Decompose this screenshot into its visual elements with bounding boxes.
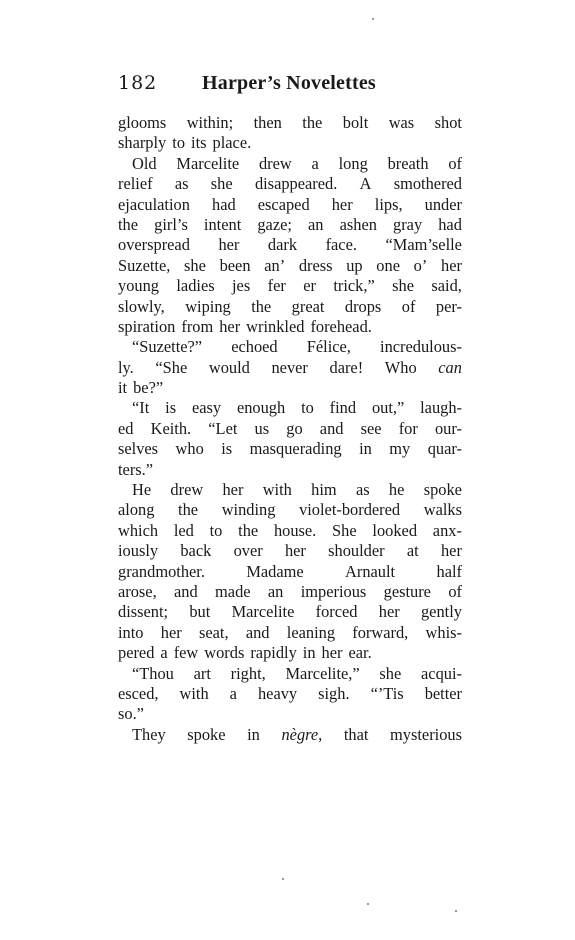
word: words	[204, 643, 245, 663]
word: spoke	[187, 724, 226, 744]
word: ters.”	[118, 459, 154, 479]
word: spoke	[423, 480, 462, 500]
text-line	[118, 215, 462, 235]
word: quar-	[427, 439, 462, 459]
word: “’Tis	[370, 683, 404, 703]
word: and	[245, 622, 270, 642]
word: easy	[191, 398, 222, 418]
text-line	[118, 684, 462, 704]
word: under	[424, 194, 462, 214]
word: great	[291, 296, 325, 316]
word: “Let	[208, 418, 238, 438]
word: echoed	[231, 337, 278, 357]
text-line	[118, 113, 462, 133]
word: her	[331, 194, 353, 214]
text-line	[118, 133, 462, 153]
text-line	[118, 154, 462, 174]
word: ear.	[348, 643, 372, 663]
word: forehead.	[310, 316, 372, 336]
text-line	[118, 602, 462, 622]
word: forced	[315, 602, 358, 622]
word: lips,	[374, 194, 403, 214]
word: heavy	[257, 683, 298, 703]
word: whis-	[425, 622, 462, 642]
word: is	[221, 439, 233, 459]
word: drew	[170, 480, 204, 500]
word: he	[388, 480, 405, 500]
word: nègre,	[281, 724, 323, 744]
word: find	[329, 398, 357, 418]
word: back	[180, 541, 212, 561]
text-line	[118, 317, 462, 337]
word: be?”	[133, 378, 164, 398]
word: would	[208, 357, 250, 377]
word: from	[181, 316, 214, 336]
word: to	[172, 133, 186, 153]
word: leaning	[286, 622, 336, 642]
word: relief	[118, 174, 153, 194]
word: at	[406, 541, 419, 561]
word: then	[253, 113, 282, 132]
scan-speck	[282, 878, 284, 880]
text-line	[118, 643, 462, 663]
word: winding	[221, 500, 276, 520]
word: our-	[434, 418, 462, 438]
word: who	[175, 439, 204, 459]
word: right,	[230, 663, 266, 683]
word: its	[191, 133, 207, 153]
word: go	[286, 418, 303, 438]
word: as	[174, 174, 189, 194]
word: shoulder	[328, 541, 385, 561]
word: her	[441, 255, 462, 275]
text-line	[118, 256, 462, 276]
word: and	[174, 581, 198, 601]
word: is	[165, 398, 177, 418]
word: acqui-	[421, 663, 462, 683]
word: and	[319, 418, 344, 438]
word: us	[254, 418, 270, 438]
word: him	[311, 480, 337, 500]
word: my	[389, 439, 411, 459]
word: place.	[212, 133, 252, 153]
word: an	[267, 581, 284, 601]
word: spiration	[118, 316, 176, 336]
text-line	[118, 174, 462, 194]
word: for	[398, 418, 418, 438]
word: drops	[344, 296, 382, 316]
word: the	[178, 500, 199, 520]
word: she	[379, 663, 402, 683]
word: made	[215, 581, 251, 601]
word: seat,	[198, 622, 229, 642]
word: esced,	[118, 683, 159, 703]
word: Old	[132, 153, 157, 173]
word: to	[301, 398, 314, 418]
body-text	[118, 113, 462, 745]
word: anx-	[432, 520, 462, 540]
text-line	[118, 235, 462, 255]
word: within;	[186, 113, 234, 132]
word: wrinkled	[246, 316, 305, 336]
word: along	[118, 500, 155, 520]
text-line	[118, 704, 462, 724]
text-line	[118, 480, 462, 500]
word: grandmother.	[118, 561, 205, 581]
word: mysterious	[390, 724, 462, 744]
word: o’	[413, 255, 428, 275]
word: the	[118, 214, 139, 234]
word: ladies	[176, 276, 215, 296]
word: an	[308, 214, 324, 234]
text-line	[118, 439, 462, 459]
text-line	[118, 562, 462, 582]
scan-speck	[372, 18, 374, 20]
word: girl’s	[154, 214, 188, 234]
word: per-	[435, 296, 462, 316]
word: out,”	[371, 398, 405, 418]
word: a	[311, 153, 319, 173]
word: “Suzette?”	[132, 337, 203, 357]
page-header	[118, 72, 468, 100]
word: gesture	[383, 581, 431, 601]
word: gaze;	[257, 214, 292, 234]
word: gray	[393, 214, 423, 234]
word: of	[448, 153, 462, 173]
word: art	[193, 663, 211, 683]
word: enough	[236, 398, 286, 418]
word: “She	[155, 357, 188, 377]
word: Marcelite	[176, 153, 240, 173]
word: been	[219, 255, 251, 275]
word: A	[359, 174, 372, 194]
word: that	[343, 724, 369, 744]
word: Madame	[246, 561, 304, 581]
text-line	[118, 398, 462, 418]
word: slowly,	[118, 296, 165, 316]
word: young	[118, 276, 159, 296]
word: which	[118, 520, 159, 540]
word: drew	[258, 153, 292, 173]
word: Keith.	[150, 418, 192, 438]
word: looked	[372, 520, 418, 540]
word: never	[271, 357, 308, 377]
word: incredulous-	[380, 337, 462, 357]
word: imperious	[300, 581, 367, 601]
text-line	[118, 276, 462, 296]
text-line	[118, 460, 462, 480]
word: was	[388, 113, 415, 132]
text-line	[118, 337, 462, 357]
word: Suzette,	[118, 255, 171, 275]
word: dark	[267, 235, 298, 255]
word: masquerading	[249, 439, 342, 459]
word: sharply	[118, 133, 167, 153]
word: shot	[434, 113, 462, 132]
text-line	[118, 358, 462, 378]
word: with	[262, 480, 292, 500]
word: better	[424, 683, 462, 703]
word: her	[284, 541, 306, 561]
word: dare!	[329, 357, 364, 377]
word: a	[229, 683, 237, 703]
text-line	[118, 521, 462, 541]
word: breath	[387, 153, 429, 173]
word: in	[247, 724, 260, 744]
word: had	[212, 194, 236, 214]
text-line	[118, 419, 462, 439]
word: of	[448, 581, 462, 601]
word: “Mam’selle	[385, 235, 462, 255]
word: with	[179, 683, 209, 703]
word: in	[359, 439, 372, 459]
word: selves	[118, 439, 159, 459]
word: she	[392, 276, 414, 296]
text-line	[118, 500, 462, 520]
word: but	[189, 602, 211, 622]
word: one	[376, 255, 400, 275]
word: ed	[118, 418, 134, 438]
word: Félice,	[306, 337, 351, 357]
word: She	[332, 520, 357, 540]
word: into	[118, 622, 144, 642]
word: jes	[232, 276, 251, 296]
word: over	[233, 541, 263, 561]
word: dress	[298, 255, 333, 275]
word: sigh.	[318, 683, 350, 703]
word: so.”	[118, 704, 144, 724]
word: up	[346, 255, 363, 275]
word: in	[302, 643, 316, 663]
running-title: Harper’s Novelettes	[202, 72, 376, 94]
scan-speck	[367, 903, 369, 905]
text-line	[118, 664, 462, 684]
word: ejaculation	[118, 194, 190, 214]
text-line	[118, 378, 462, 398]
word: iously	[118, 541, 159, 561]
text-line	[118, 725, 462, 745]
text-line	[118, 582, 462, 602]
word: her	[440, 541, 462, 561]
word: rapidly	[250, 643, 297, 663]
word: her	[378, 602, 400, 622]
word: fer	[267, 276, 286, 296]
word: Arnault	[345, 561, 396, 581]
word: the	[238, 520, 259, 540]
word: face.	[325, 235, 357, 255]
word: the	[251, 296, 272, 316]
word: laugh-	[420, 398, 462, 418]
word: can	[438, 357, 462, 377]
word: arose,	[118, 581, 157, 601]
word: wiping	[185, 296, 231, 316]
word: her	[160, 622, 182, 642]
word: walks	[423, 500, 462, 520]
word: intent	[203, 214, 242, 234]
word: bolt	[342, 113, 369, 132]
text-line	[118, 195, 462, 215]
word: long	[338, 153, 368, 173]
word: an’	[264, 255, 286, 275]
word: He	[132, 480, 152, 500]
word: ly.	[118, 357, 134, 377]
word: Who	[384, 357, 417, 377]
word: her	[218, 235, 240, 255]
word: forward,	[352, 622, 409, 642]
page-number: 182	[118, 72, 158, 94]
word: smothered	[393, 174, 462, 194]
word: “It	[132, 398, 150, 418]
text-line	[118, 623, 462, 643]
word: disappeared.	[254, 174, 338, 194]
word: the	[302, 113, 323, 132]
word: gently	[420, 602, 462, 622]
word: see	[360, 418, 382, 438]
word: Marcelite,”	[285, 663, 360, 683]
word: led	[173, 520, 194, 540]
word: her	[222, 480, 244, 500]
word: her	[219, 316, 241, 336]
word: of	[401, 296, 416, 316]
word: few	[173, 643, 199, 663]
word: overspread	[118, 235, 190, 255]
word: escaped	[257, 194, 310, 214]
word: trick,”	[333, 276, 375, 296]
word: she	[184, 255, 206, 275]
word: as	[355, 480, 370, 500]
word: had	[438, 214, 462, 234]
word: ashen	[339, 214, 377, 234]
word: to	[209, 520, 223, 540]
word: house.	[273, 520, 317, 540]
word: glooms	[118, 113, 167, 132]
text-line	[118, 297, 462, 317]
word: she	[210, 174, 233, 194]
word: dissent;	[118, 602, 169, 622]
word: violet-bordered	[299, 500, 401, 520]
word: said,	[431, 276, 462, 296]
word: “Thou	[132, 663, 174, 683]
word: a	[160, 643, 168, 663]
word: They	[132, 724, 166, 744]
word: half	[436, 561, 462, 581]
word: Marcelite	[231, 602, 295, 622]
text-line	[118, 541, 462, 561]
word: her	[321, 643, 343, 663]
word: it	[118, 378, 128, 398]
word: er	[303, 276, 316, 296]
scan-speck	[455, 910, 457, 912]
word: pered	[118, 643, 155, 663]
